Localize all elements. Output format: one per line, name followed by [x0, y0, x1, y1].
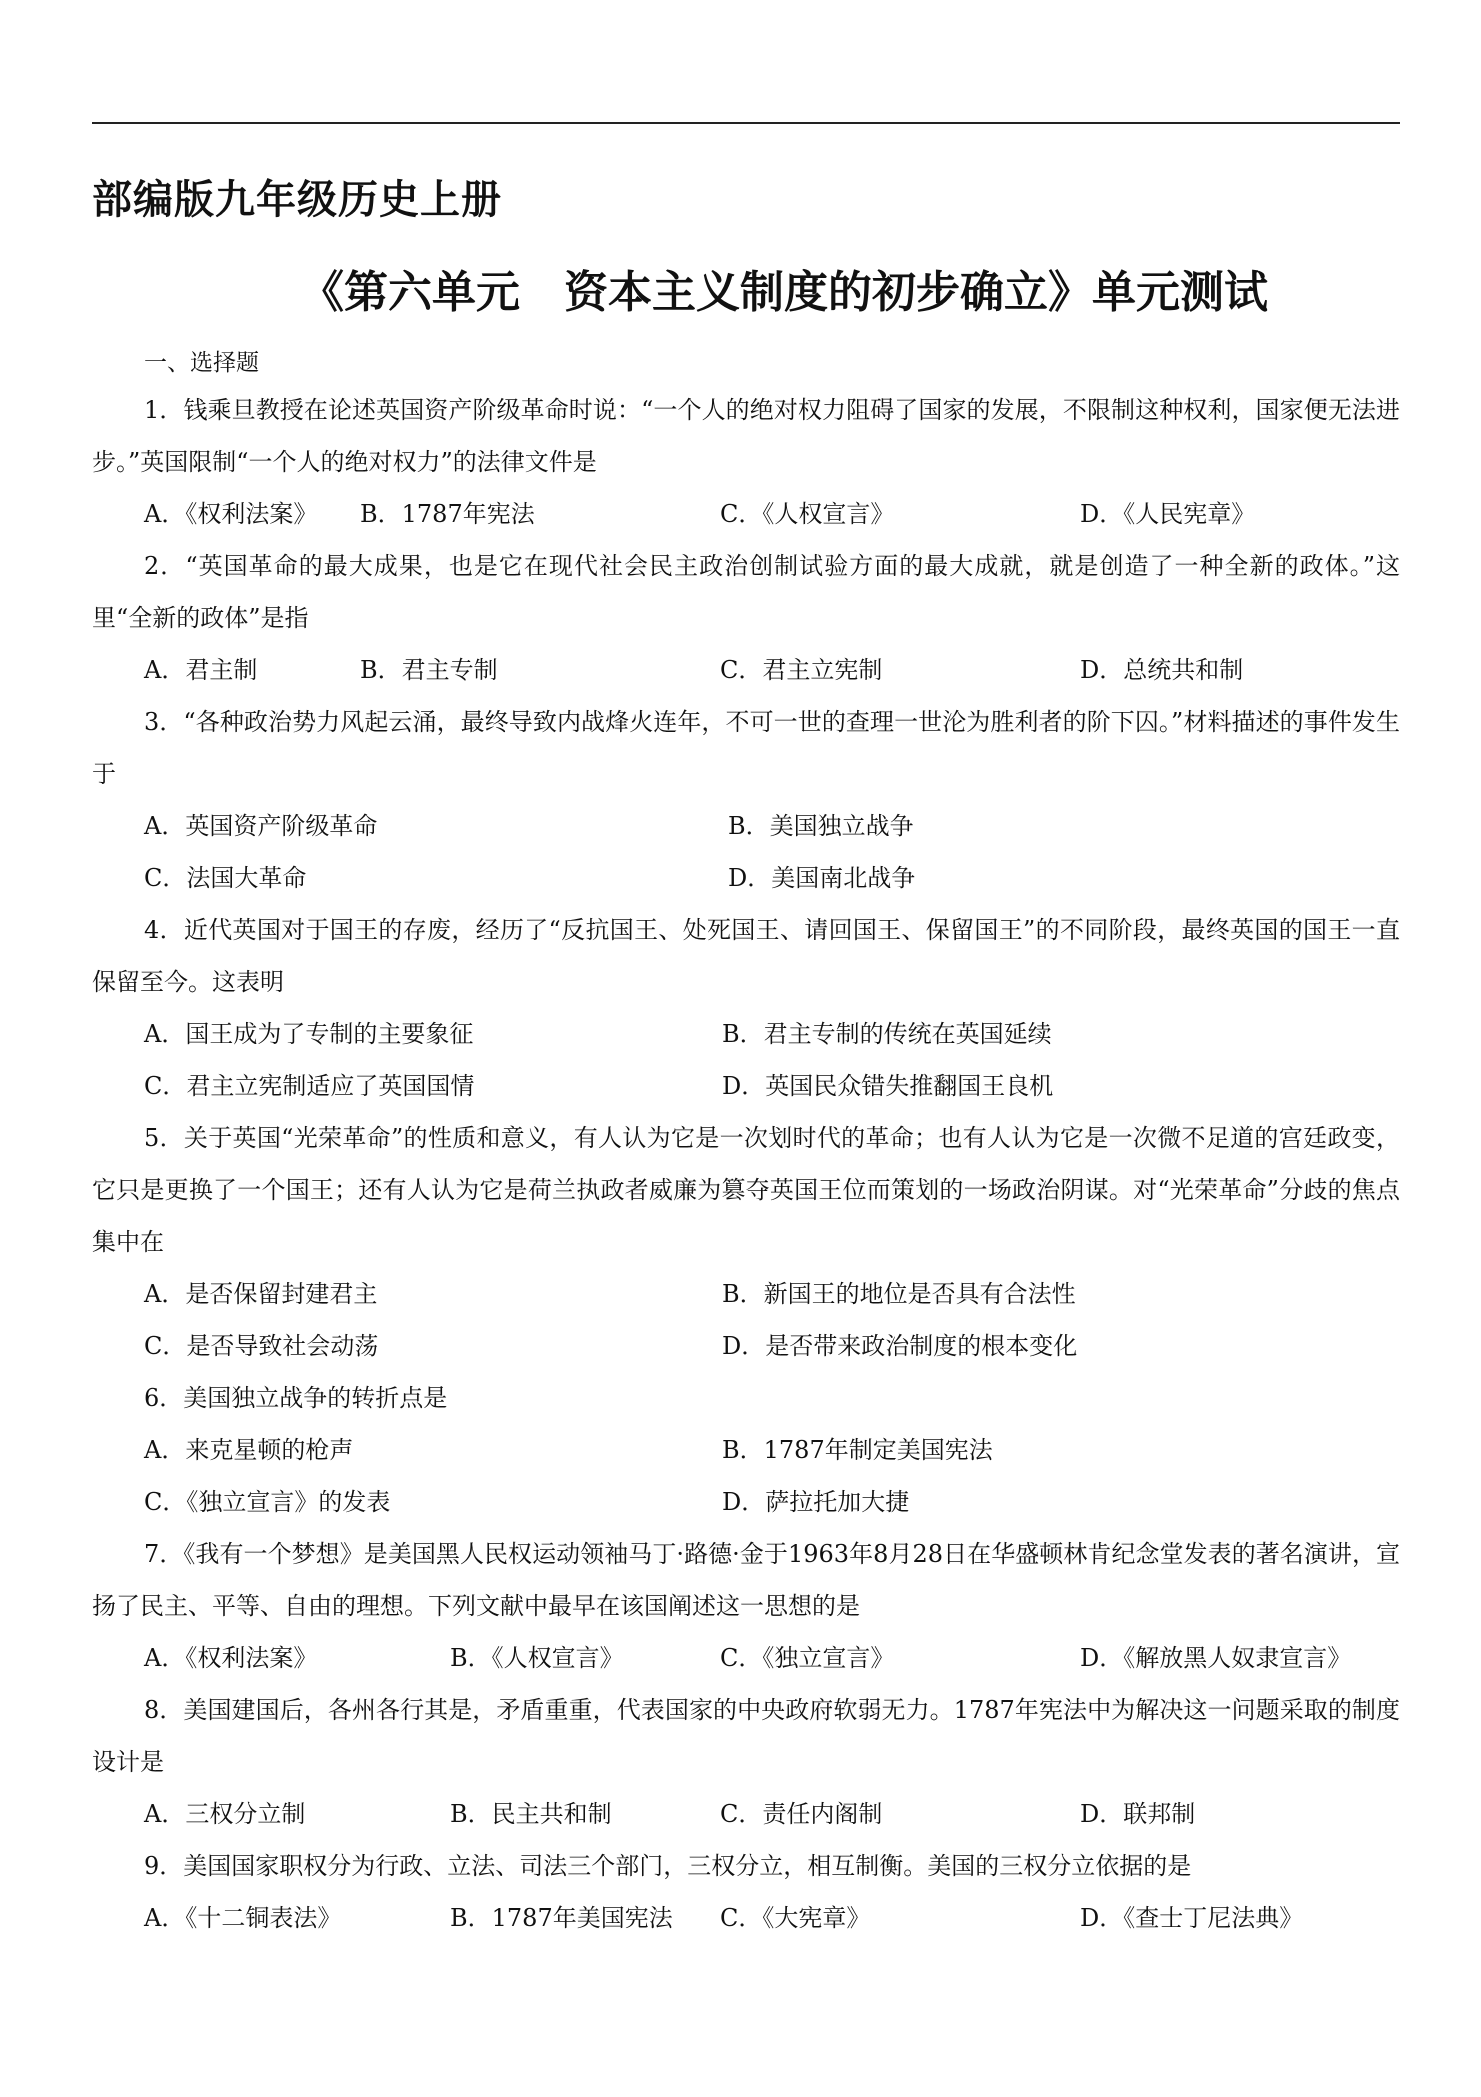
option-row — [144, 1788, 1400, 1840]
option-row — [144, 1320, 1400, 1372]
option-b: B．美国独立战争 — [728, 812, 914, 840]
option-c: C．责任内阁制 — [720, 1800, 883, 1828]
option-c: C．是否导致社会动荡 — [144, 1332, 379, 1360]
unit-title: 《第六单元 资本主义制度的初步确立》单元测试 — [300, 267, 1268, 318]
option-d: D．《解放黑人奴隶宣言》 — [1080, 1644, 1352, 1672]
page-title: 部编版九年级历史上册 — [92, 177, 502, 223]
option-c: C．法国大革命 — [144, 864, 307, 892]
option-b: B．新国王的地位是否具有合法性 — [722, 1280, 1076, 1308]
option-d: D．《人民宪章》 — [1080, 500, 1256, 528]
option-row — [144, 1008, 1400, 1060]
question-stem: 9．美国国家职权分为行政、立法、司法三个部门，三权分立，相互制衡。美国的三权分立依据的是 — [144, 1852, 1192, 1880]
option-row — [144, 1476, 1400, 1528]
option-b: B．《人权宣言》 — [450, 1644, 624, 1672]
option-a: A．三权分立制 — [144, 1800, 306, 1828]
option-row — [144, 488, 1400, 540]
option-row — [144, 800, 1400, 852]
question-stem: 5．关于英国“光荣革命”的性质和意义，有人认为它是一次划时代的革命；也有人认为它是一次微不足道的宫廷政变，它只是更换了一个国王；还有人认为它是荷兰执政者威廉为篡夺英国王位而策划的一场政治阴谋。对“光荣革命”分歧的焦点集中在 — [92, 1124, 1400, 1256]
question-stem: 7．《我有一个梦想》是美国黑人民权运动领袖马丁·路德·金于1963年8月28日在华盛顿林肯纪念堂发表的著名演讲，宣扬了民主、平等、自由的理想。下列文献中最早在该国阐述这一思想的是 — [92, 1540, 1400, 1620]
option-c: C．《人权宣言》 — [720, 500, 895, 528]
option-row — [144, 852, 1400, 904]
option-a: A．《权利法案》 — [144, 1644, 318, 1672]
option-d: D．美国南北战争 — [728, 864, 916, 892]
option-row — [144, 644, 1400, 696]
option-b: B．1787年宪法 — [360, 500, 535, 528]
option-a: A．《权利法案》 — [144, 500, 318, 528]
option-d: D．萨拉托加大捷 — [722, 1488, 910, 1516]
option-b: B．君主专制的传统在英国延续 — [722, 1020, 1052, 1048]
option-row — [144, 1268, 1400, 1320]
option-b: B．1787年制定美国宪法 — [722, 1436, 993, 1464]
section-heading: 一、选择题 — [144, 350, 259, 376]
option-c: C．君主立宪制适应了英国国情 — [144, 1072, 475, 1100]
option-a: A．君主制 — [144, 656, 258, 684]
question-stem: 2．“英国革命的最大成果，也是它在现代社会民主政治创制试验方面的最大成就，就是创造了一种全新的政体。”这里“全新的政体”是指 — [92, 552, 1400, 632]
question-stem: 1．钱乘旦教授在论述英国资产阶级革命时说：“一个人的绝对权力阻碍了国家的发展，不限制这种权利，国家便无法进步。”英国限制“一个人的绝对权力”的法律文件是 — [92, 396, 1400, 476]
option-a: A．《十二铜表法》 — [144, 1904, 342, 1932]
option-b: B．君主专制 — [360, 656, 498, 684]
question-stem: 3．“各种政治势力风起云涌，最终导致内战烽火连年，不可一世的查理一世沦为胜利者的阶下囚。”材料描述的事件发生于 — [92, 708, 1400, 788]
option-row — [144, 1060, 1400, 1112]
option-b: B．民主共和制 — [450, 1800, 612, 1828]
header-rule — [92, 122, 1400, 124]
option-a: A．是否保留封建君主 — [144, 1280, 378, 1308]
option-a: A．英国资产阶级革命 — [144, 812, 378, 840]
option-d: D．是否带来政治制度的根本变化 — [722, 1332, 1078, 1360]
question-stem: 8．美国建国后，各州各行其是，矛盾重重，代表国家的中央政府软弱无力。1787年宪法中为解决这一问题采取的制度设计是 — [92, 1696, 1400, 1776]
option-a: A．来克星顿的枪声 — [144, 1436, 354, 1464]
option-c: C．《大宪章》 — [720, 1904, 871, 1932]
option-d: D．总统共和制 — [1080, 656, 1244, 684]
question-stem: 6．美国独立战争的转折点是 — [144, 1384, 448, 1412]
option-a: A．国王成为了专制的主要象征 — [144, 1020, 474, 1048]
question-stem: 4．近代英国对于国王的存废，经历了“反抗国王、处死国王、请回国王、保留国王”的不同阶段，最终英国的国王一直保留至今。这表明 — [92, 916, 1400, 996]
option-c: C．《独立宣言》的发表 — [144, 1488, 391, 1516]
option-row — [144, 1424, 1400, 1476]
option-d: D．英国民众错失推翻国王良机 — [722, 1072, 1054, 1100]
option-d: D．《查士丁尼法典》 — [1080, 1904, 1304, 1932]
option-c: C．《独立宣言》 — [720, 1644, 895, 1672]
option-c: C．君主立宪制 — [720, 656, 883, 684]
option-b: B．1787年美国宪法 — [450, 1904, 673, 1932]
option-row — [144, 1892, 1400, 1944]
option-row — [144, 1632, 1400, 1684]
option-d: D．联邦制 — [1080, 1800, 1196, 1828]
